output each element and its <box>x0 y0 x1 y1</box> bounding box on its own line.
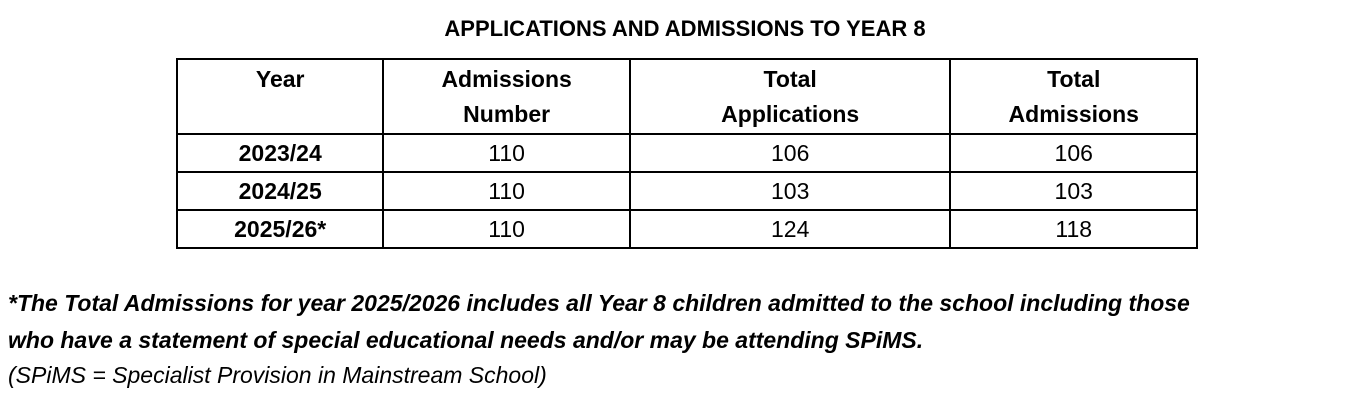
header-total-admissions-line1: Total <box>1047 66 1101 92</box>
footnote-line-1: *The Total Admissions for year 2025/2026 includes all Year 8 children admitted to the school including those <box>8 290 1190 316</box>
header-total-admissions-line2: Admissions <box>1008 101 1139 127</box>
total-applications-cell: 106 <box>630 134 951 172</box>
admissions-number-cell: 110 <box>383 210 629 248</box>
total-admissions-cell: 106 <box>950 134 1197 172</box>
admissions-number-cell: 110 <box>383 134 629 172</box>
admissions-table <box>176 58 1198 249</box>
header-admissions-number-line2: Number <box>463 101 551 127</box>
header-total-applications-line1: Total <box>763 66 817 92</box>
footnote-line-2: who have a statement of special educational needs and/or may be attending SPiMS. <box>8 327 924 353</box>
header-total-admissions <box>950 59 1197 134</box>
page-title: APPLICATIONS AND ADMISSIONS TO YEAR 8 <box>444 16 926 41</box>
table-header-row <box>177 59 1197 134</box>
header-admissions-number <box>383 59 629 134</box>
year-cell: 2023/24 <box>177 134 383 172</box>
admissions-number-cell: 110 <box>383 172 629 210</box>
total-applications-cell: 124 <box>630 210 951 248</box>
year-cell: 2025/26* <box>177 210 383 248</box>
footnote <box>8 285 1343 391</box>
header-year <box>177 59 383 134</box>
header-total-applications-line2: Applications <box>721 101 860 127</box>
total-applications-cell: 103 <box>630 172 951 210</box>
footnote-line-3: (SPiMS = Specialist Provision in Mainstream School) <box>8 362 547 388</box>
header-year-label: Year <box>255 66 305 92</box>
total-admissions-cell: 103 <box>950 172 1197 210</box>
header-admissions-number-line1: Admissions <box>441 66 572 92</box>
year-cell: 2024/25 <box>177 172 383 210</box>
total-admissions-cell: 118 <box>950 210 1197 248</box>
table-row <box>177 172 1197 210</box>
header-total-applications <box>630 59 951 134</box>
table-row <box>177 134 1197 172</box>
table-row <box>177 210 1197 248</box>
